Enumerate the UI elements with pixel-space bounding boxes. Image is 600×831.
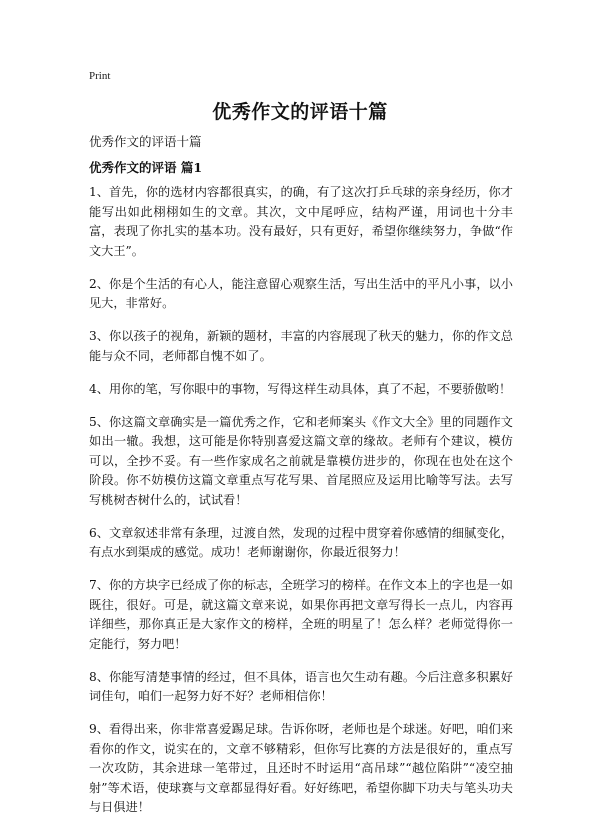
paragraph: 3、你以孩子的视角，新颖的题材，丰富的内容展现了秋天的魅力，你的作文总能与众不同，老师都自愧不如了。 <box>89 329 513 363</box>
paragraph: 6、文章叙述非常有条理，过渡自然，发现的过程中贯穿着你感情的细腻变化，有点水到渠成的感觉。成功！老师谢谢你，你最近很努力！ <box>89 525 513 559</box>
paragraph: 4、用你的笔，写你眼中的事物，写得这样生动具体，真了不起，不要骄傲哟！ <box>89 381 512 396</box>
section-heading: 优秀作文的评语 篇1 <box>89 160 203 175</box>
document-subtitle: 优秀作文的评语十篇 <box>89 134 202 149</box>
paragraph: 7、你的方块字已经成了你的标志，全班学习的榜样。在作文本上的字也是一如既往，很好。可是，就这篇文章来说，如果你再把文章写得长一点儿，内容再详细些，那你真正是大家作文的榜样，全班的明星了！怎么样？老师觉得你一定能行，努力吧！ <box>89 578 513 651</box>
paragraph: 2、你是个生活的有心人，能注意留心观察生活，写出生活中的平凡小事，以小见大，非常好。 <box>89 276 513 310</box>
print-link[interactable]: Print <box>89 70 111 82</box>
paragraph: 5、你这篇文章确实是一篇优秀之作，它和老师案头《作文大全》里的同题作文如出一辙。我想，这可能是你特别喜爱这篇文章的缘故。老师有个建议，模仿可以，全抄不妥。有一些作家成名之前就是靠模仿进步的，你现在也处在这个阶段。你不妨模仿这篇文章重点写花写果、首尾照应及运用比喻等写法。去写写桃树杏树什么的，试试看！ <box>89 414 513 507</box>
document-title: 优秀作文的评语十篇 <box>212 101 388 123</box>
paragraph: 8、你能写清楚事情的经过，但不具体，语言也欠生动有趣。今后注意多积累好词佳句，咱们一起努力好不好？老师相信你！ <box>89 669 513 703</box>
paragraph-list <box>89 183 513 831</box>
paragraph: 1、首先，你的选材内容都很真实，的确，有了这次打乒乓球的亲身经历，你才能写出如此栩栩如生的文章。其次，文中尾呼应，结构严谨，用词也十分丰富，表现了你扎实的基本功。没有最好，只有更好，希望你继续努力，争做“作文大王”。 <box>89 185 513 258</box>
paragraph: 9、看得出来，你非常喜爱踢足球。告诉你呀，老师也是个球迷。好吧，咱们来看你的作文，说实在的，文章不够精彩，但你写比赛的方法是很好的，重点写一次攻防，其余进球一笔带过，且还时不时运用“高吊球”“越位陷阱”“凌空抽射”等术语，使球赛与文章都显得好看。好好练吧，希望你脚下功夫与笔头功夫与日俱进！ <box>89 722 513 814</box>
